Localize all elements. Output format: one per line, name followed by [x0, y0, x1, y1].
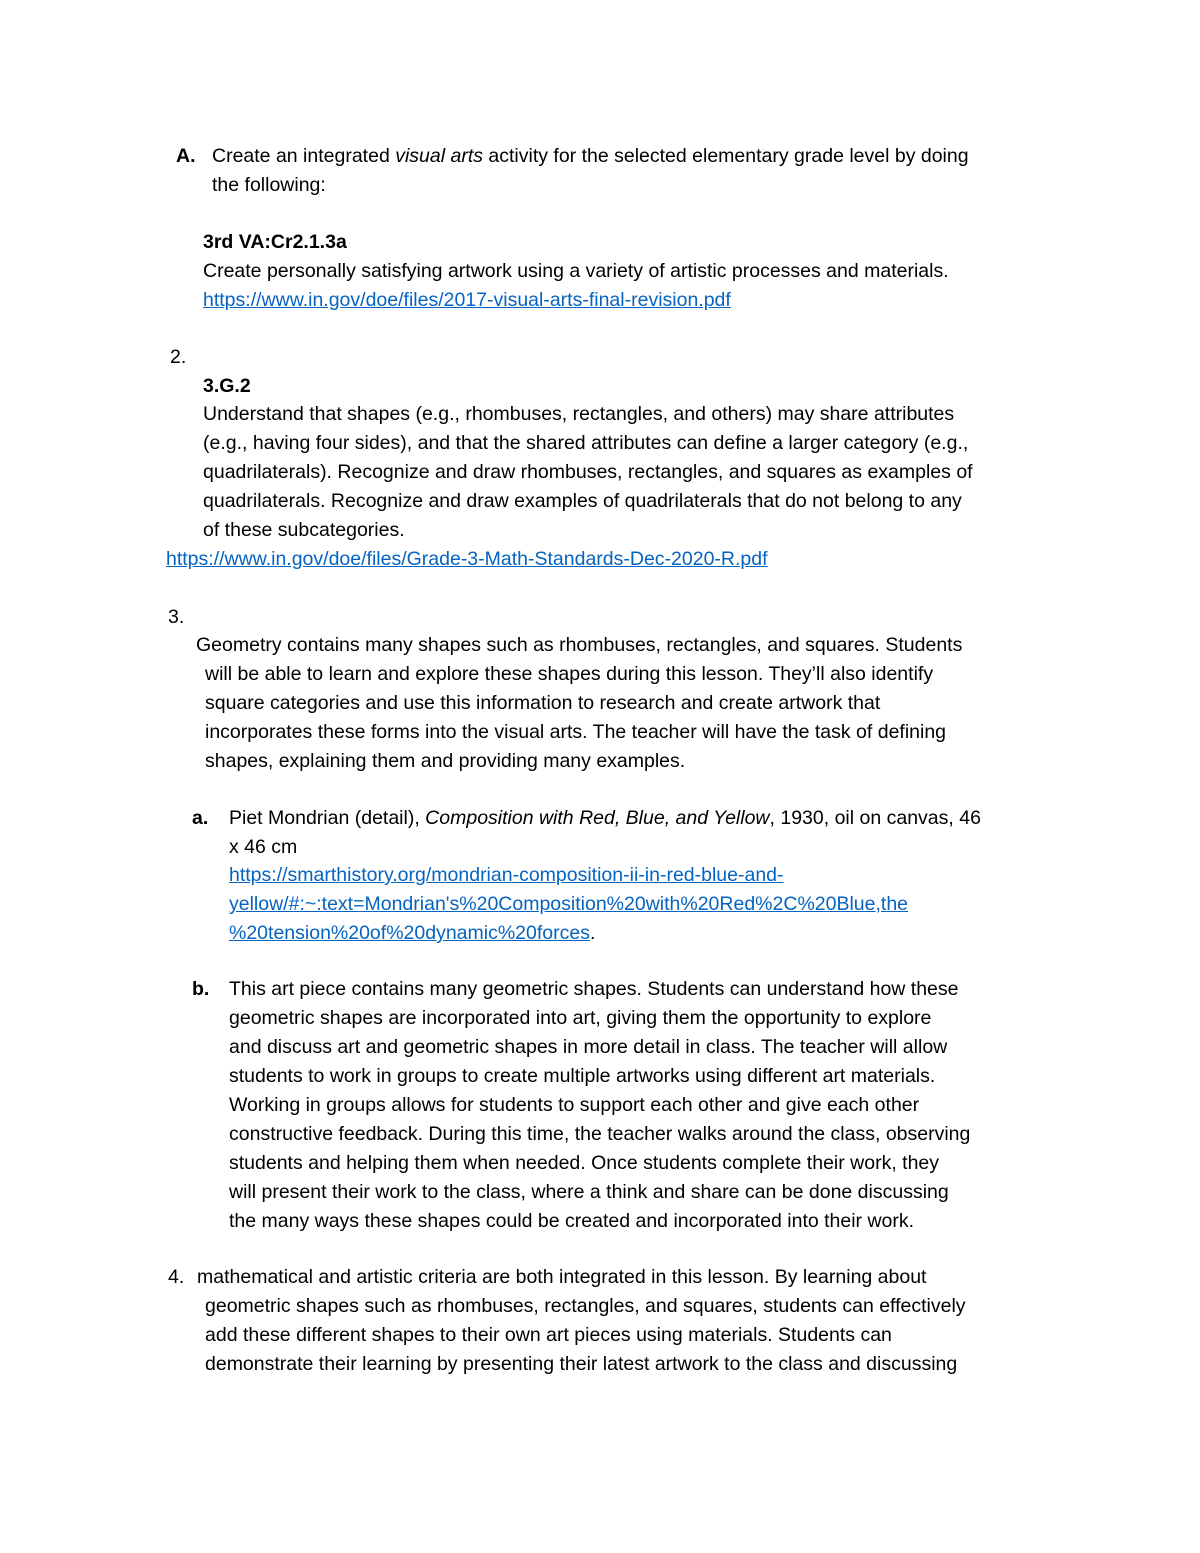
section-3-line: will be able to learn and explore these shapes during this lesson. They’ll also identify [205, 663, 934, 685]
section-4-first-line: mathematical and artistic criteria are both integrated in this lesson. By learning about [197, 1266, 927, 1288]
item-b-line: geometric shapes are incorporated into art, giving them the opportunity to explore [229, 1007, 932, 1029]
section-2-standard-code: 3.G.2 [203, 375, 251, 397]
item-a-marker: a. [192, 807, 209, 829]
item-b-line: the many ways these shapes could be created and incorporated into their work. [229, 1210, 915, 1232]
section-4-line: geometric shapes such as rhombuses, rectangles, and squares, students can effectively [205, 1295, 966, 1317]
section-a-standard-text: Create personally satisfying artwork using a variety of artistic processes and materials. [203, 260, 949, 282]
item-b-line: students to work in groups to create multiple artworks using different art materials. [229, 1065, 936, 1087]
section-2-link[interactable]: https://www.in.gov/doe/files/Grade-3-Math-Standards-Dec-2020-R.pdf [166, 548, 768, 570]
section-4-line: add these different shapes to their own art pieces using materials. Students can [205, 1324, 892, 1346]
item-b-line: students and helping them when needed. Once students complete their work, they [229, 1152, 940, 1174]
item-a-citation-line-2: x 46 cm [229, 836, 298, 858]
item-a-link-line[interactable]: yellow/#:~:text=Mondrian's%20Composition%20with%20Red%2C%20Blue,the [229, 893, 909, 915]
section-a-intro-line-1: Create an integrated visual arts activity for the selected elementary grade level by doing [212, 145, 969, 167]
section-2-line: quadrilaterals. Recognize and draw examples of quadrilaterals that do not belong to any [203, 490, 962, 512]
item-a-link-line[interactable]: https://smarthistory.org/mondrian-composition-ii-in-red-blue-and- [229, 864, 784, 886]
item-a-link-line[interactable]: %20tension%20of%20dynamic%20forces [229, 922, 590, 944]
section-3-first-line: Geometry contains many shapes such as rhombuses, rectangles, and squares. Students [196, 634, 963, 656]
item-b-marker: b. [192, 978, 210, 1000]
item-b-line: constructive feedback. During this time, the teacher walks around the class, observing [229, 1123, 971, 1145]
section-4-marker: 4. [168, 1266, 185, 1288]
section-a-italic-term: visual arts [395, 145, 483, 167]
item-b-line: will present their work to the class, where a think and share can be done discussing [229, 1181, 949, 1203]
section-a-intro-line-2: the following: [212, 174, 326, 196]
section-4-paragraph [205, 1292, 966, 1379]
section-3-line: square categories and use this information to research and create artwork that [205, 692, 881, 714]
section-3-marker: 3. [168, 606, 185, 628]
item-b-line: and discuss art and geometric shapes in more detail in class. The teacher will allow [229, 1036, 948, 1058]
item-b-line: Working in groups allows for students to support each other and give each other [229, 1094, 920, 1116]
artwork-title: Composition with Red, Blue, and Yellow [425, 807, 770, 829]
section-a-standard-link[interactable]: https://www.in.gov/doe/files/2017-visual-arts-final-revision.pdf [203, 289, 731, 311]
item-a-link-last-row: %20tension%20of%20dynamic%20forces. [229, 922, 596, 944]
section-3-line: incorporates these forms into the visual arts. The teacher will have the task of defining [205, 721, 947, 743]
section-a-marker: A. [176, 145, 196, 167]
item-b-paragraph [229, 975, 970, 1236]
section-2-marker: 2. [170, 346, 187, 368]
section-a-standard-code: 3rd VA:Cr2.1.3a [203, 231, 347, 253]
item-a-link-block [229, 861, 908, 948]
section-2-line: (e.g., having four sides), and that the shared attributes can define a larger category (e.g., [203, 432, 969, 454]
item-b-line: This art piece contains many geometric shapes. Students can understand how these [229, 978, 959, 1000]
section-3-paragraph [205, 660, 946, 776]
section-4-line: demonstrate their learning by presenting their latest artwork to the class and discussing [205, 1353, 958, 1375]
section-3-line: shapes, explaining them and providing many examples. [205, 750, 686, 772]
section-2-standard-text [203, 400, 973, 545]
section-2-line: quadrilaterals). Recognize and draw rhombuses, rectangles, and squares as examples of [203, 461, 973, 483]
section-2-line: of these subcategories. [203, 519, 405, 541]
section-2-line: Understand that shapes (e.g., rhombuses, rectangles, and others) may share attributes [203, 403, 955, 425]
item-a-citation-line-1: Piet Mondrian (detail), Composition with Red, Blue, and Yellow, 1930, oil on canvas, 46 [229, 807, 981, 829]
